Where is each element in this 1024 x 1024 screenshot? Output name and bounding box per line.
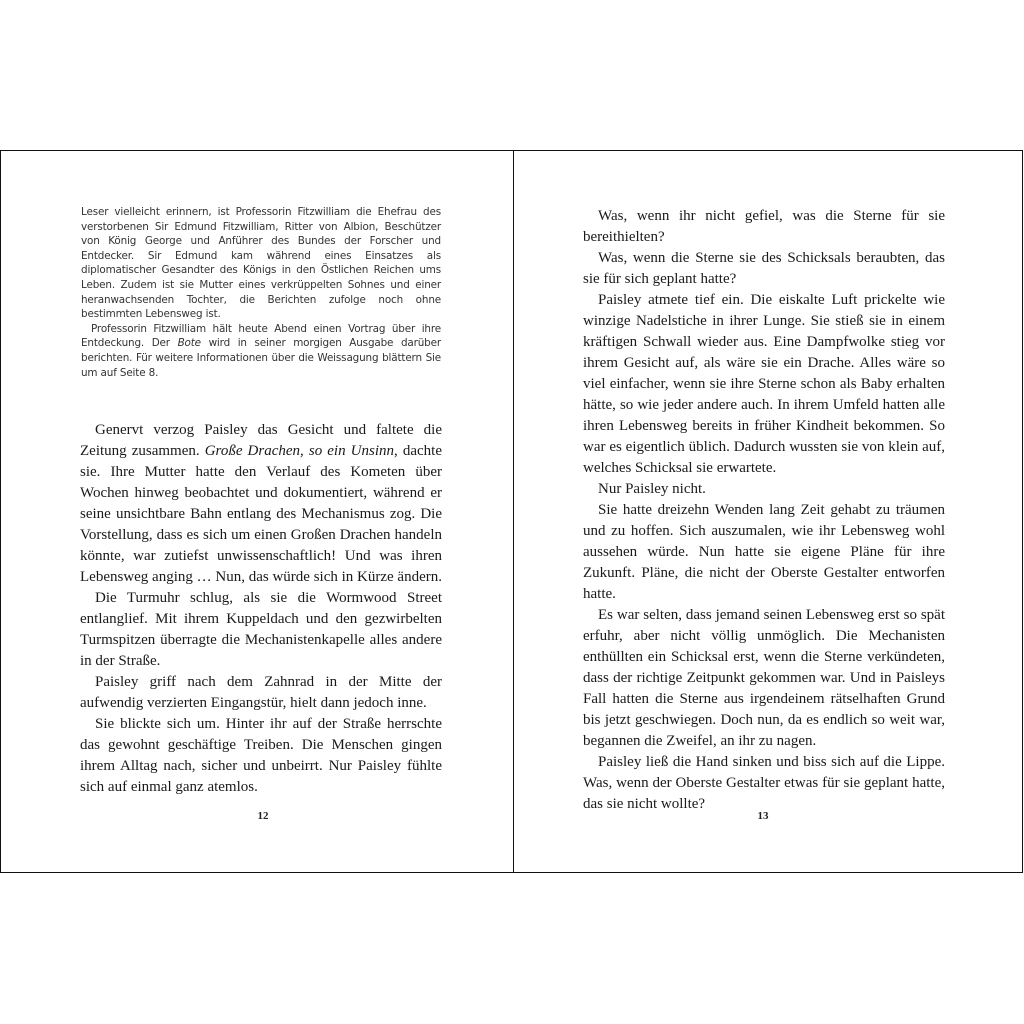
paragraph-text: Genervt verzog Paisley das Gesicht und faltete die Zeitung zusammen. <box>80 422 442 459</box>
paragraph: Es war selten, dass jemand seinen Lebensweg erst so spät erfuhr, aber nicht völlig unmöglich. Die Mechanisten enthüllten ein Schicksal erst, wenn die Sterne verkündeten, dass der richtige Zeitpunkt gekommen war. Und in Paisleys Fall hatten die Sterne aus irgendeinem rätselhaften Grund bis jetzt geschwiegen. Doch nun, da es endlich so weit war, begannen die Zweifel, an ihr zu nagen. <box>583 607 945 749</box>
newspaper-name: Bote <box>177 337 201 350</box>
body-text <box>80 420 442 798</box>
paragraph: Paisley ließ die Hand sinken und biss sich auf die Lippe. Was, wenn der Oberste Gestalter etwas für sie geplant hatte, das sie nicht wollte? <box>583 754 945 812</box>
body-text <box>583 206 945 815</box>
paragraph: Was, wenn die Sterne sie des Schicksals beraubten, das sie für sich geplant hatte? <box>583 250 945 287</box>
right-page <box>514 151 1024 872</box>
paragraph <box>80 420 442 588</box>
paragraph: Sie blickte sich um. Hinter ihr auf der Straße herrschte das gewohnt geschäftige Treiben. Die Menschen gingen ihrem Alltag nach, sicher und unbeirrt. Nur Paisley fühlte sich auf einmal ganz atemlos. <box>80 716 442 795</box>
paragraph: Paisley atmete tief ein. Die eiskalte Luft prickelte wie winzige Nadelstiche in ihrer Lunge. Sie stieß sie in einem kräftigen Schwall wieder aus. Eine Dampfwolke stieg vor ihrem Gesicht auf, als wäre sie ein Drache. Alles wäre so viel einfacher, wenn sie ihre Sterne schon als Baby erhalten hätte, so wie jeder andere auch. In ihrem Umfeld hatten alle ihren Lebensweg bereits in früher Kindheit bekommen. So war es eigentlich üblich. Dadurch wussten sie von klein auf, welches Schicksal sie erwartete. <box>583 292 945 476</box>
paragraph: Paisley griff nach dem Zahnrad in der Mitte der aufwendig verzierten Eingangstür, hielt dann jedoch inne. <box>80 674 442 711</box>
page-number: 13 <box>757 810 769 822</box>
newspaper-article <box>81 205 441 380</box>
page-number: 12 <box>257 810 269 822</box>
paragraph: Was, wenn ihr nicht gefiel, was die Sterne für sie bereithielten? <box>583 208 945 245</box>
italic-thought: Große Drachen, so ein Unsinn <box>204 443 395 459</box>
paragraph: Die Turmuhr schlug, als sie die Wormwood Street entlanglief. Mit ihrem Kuppeldach und den gezwirbelten Turmspitzen überragte die Mechanistenkapelle alles andere in der Straße. <box>80 590 442 669</box>
paragraph: Nur Paisley nicht. <box>598 481 706 497</box>
paragraph-text: , dachte sie. Ihre Mutter hatte den Verlauf des Kometen über Wochen hinweg beobachtet und dokumentiert, während er seine unsichtbare Bahn entlang des Mechanismus zog. Die Vorstellung, dass es sich um einen Großen Drachen handeln könnte, war zutiefst unwissenschaftlich! Und was ihren Lebensweg anging … Nun, das würde sich in Kürze ändern. <box>80 443 442 585</box>
article-text: Professorin Fitzwilliam hält heute Abend einen Vortrag über ihre Entdeckung. Der <box>81 322 441 350</box>
article-text: wird in seiner morgigen Ausgabe darüber berichten. Für weitere Informationen über die Weissagung blättern Sie um auf Seite 8. <box>81 337 441 379</box>
paragraph: Sie hatte dreizehn Wenden lang Zeit gehabt zu träumen und zu hoffen. Sich auszumalen, wie ihr Lebensweg wohl aussehen würde. Nun hatte sie eigene Pläne für ihre Zukunft. Pläne, die nicht der Oberste Gestalter entworfen hatte. <box>583 502 945 602</box>
article-paragraph: Leser vielleicht erinnern, ist Professorin Fitzwilliam die Ehefrau des verstorbenen Sir Edmund Fitzwilliam, Ritter von Albion, Beschützer von König George und Anführer des Bundes der Forscher und Entdecker. Sir Edmund kam während eines Einsatzes als diplomatischer Gesandter des Königs in den Östlichen Reichen ums Leben. Zudem ist sie Mutter eines verkrüppelten Sohnes und einer heranwachsenden Tochter, die Berichten zufolge noch ohne bestimmten Lebensweg ist. <box>81 206 441 321</box>
article-paragraph <box>81 322 441 380</box>
book-spread <box>0 150 1023 873</box>
left-page <box>1 151 513 872</box>
